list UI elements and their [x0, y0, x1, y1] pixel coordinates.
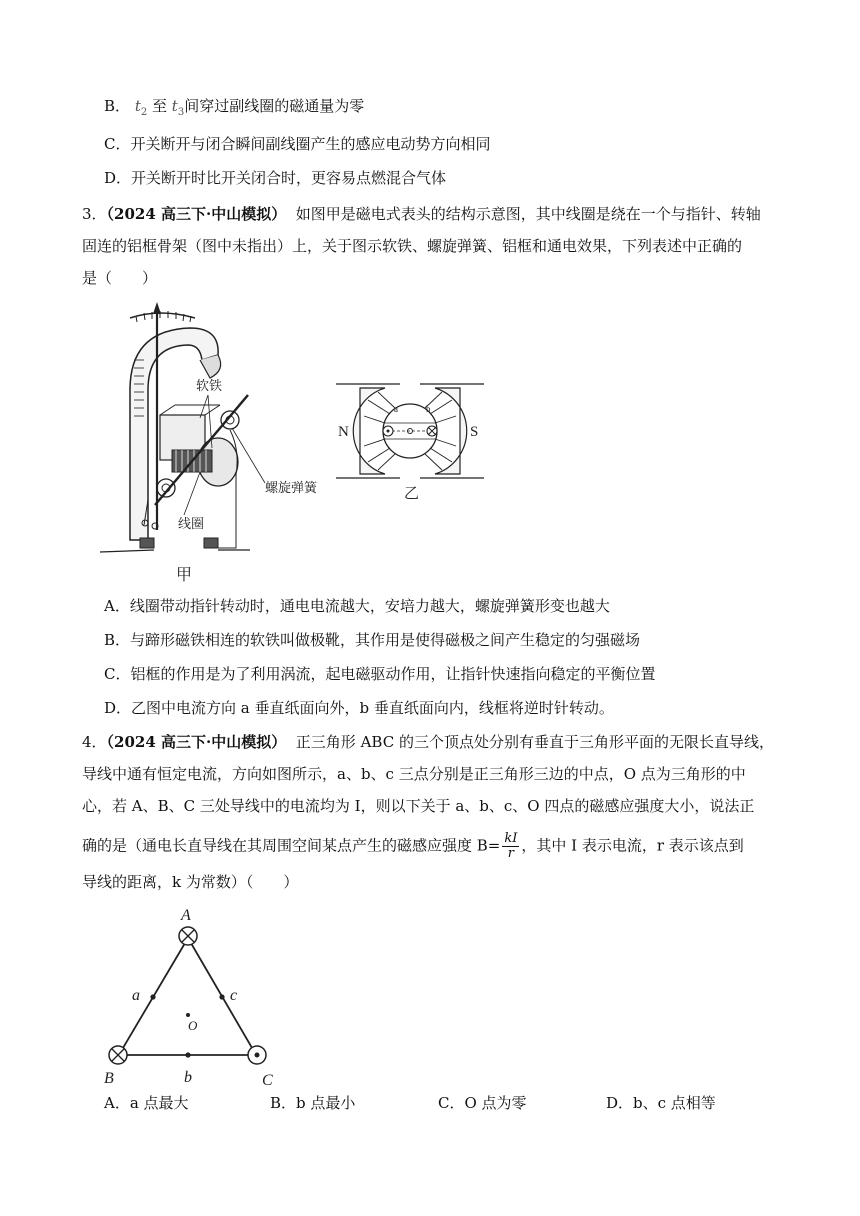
question-source: （2024 高三下·中山模拟） [106, 733, 287, 751]
option-label: D． [104, 169, 132, 187]
stem-text: 心，若 A、B、C 三处导线中的电流均为 I，则以下关于 a、b、c、O 四点的磁感应强度大小，说法正 [82, 797, 755, 815]
option-text: 铝框的作用是为了利用涡流，起电磁驱动作用，让指针快速指向稳定的平衡位置 [130, 665, 656, 683]
caption-yi: 乙 [404, 485, 420, 502]
label-b: b [426, 404, 431, 414]
fraction-kI-over-r [502, 832, 519, 861]
option-text: O 点为零 [464, 1094, 527, 1112]
stem-text: 正三角形 ABC 的三个顶点处分别有垂直于三角形平面的无限长直导线， [295, 733, 774, 751]
t3-sub: 3 [177, 107, 185, 118]
t2-sub: 2 [140, 107, 148, 118]
q4-option-b [270, 1092, 355, 1114]
label-C: C [262, 1072, 273, 1085]
label-s: S [470, 424, 479, 440]
label-n: N [338, 424, 349, 440]
t3-var: t [171, 97, 178, 115]
option-text: 乙图中电流方向 a 垂直纸面向外，b 垂直纸面向内，线框将逆时针转动。 [131, 699, 614, 717]
stem-text: 导线的距离，k 为常数）（ ） [82, 873, 299, 891]
label-O: O [188, 1018, 198, 1033]
fraction-denominator: r [507, 846, 514, 861]
option-label: B． [104, 631, 131, 649]
stem-text: 是（ ） [82, 269, 158, 287]
q4-stem-line-2 [82, 763, 746, 785]
stem-text: 固连的铝框骨架（图中未指出）上，关于图示软铁、螺旋弹簧、铝框和通电效果，下列表述中正确的 [82, 237, 743, 255]
fraction-numerator: kI [504, 831, 518, 846]
option-label: C． [104, 665, 131, 683]
t2-var: t [134, 97, 141, 115]
to-word: 至 [152, 97, 168, 115]
label-c: c [230, 987, 238, 1004]
question-number: 3． [82, 205, 107, 223]
figure-radial-field [330, 378, 490, 503]
label-coil: 线圈 [178, 516, 205, 531]
option-text: 与蹄形磁铁相连的软铁叫做极靴，其作用是使得磁极之间产生稳定的匀强磁场 [130, 631, 641, 649]
label-spring: 螺旋弹簧 [265, 480, 318, 495]
q4-stem-line-5 [82, 871, 298, 893]
q3-option-c [104, 663, 656, 685]
option-text: 开关断开与闭合瞬间副线圈产生的感应电动势方向相同 [130, 135, 491, 153]
q3-option-d [104, 697, 614, 719]
stem-text: 导线中通有恒定电流，方向如图所示，a、b、c 三点分别是正三角形三边的中点，O 点为三角形的中 [82, 765, 746, 783]
q2-option-b [104, 95, 364, 124]
figure-triangle [100, 905, 285, 1085]
stem-text: 如图甲是磁电式表头的结构示意图，其中线圈是绕在一个与指针、转轴 [295, 205, 761, 223]
label-b: b [184, 1069, 192, 1085]
stem-text: 确的是（通电长直导线在其周围空间某点产生的磁感应强度 B= [82, 836, 501, 855]
label-A: A [181, 907, 191, 924]
q4-stem-line-3 [82, 795, 754, 817]
q3-stem-line-3 [82, 267, 157, 289]
option-text: 开关断开时比开关闭合时，更容易点燃混合气体 [131, 169, 447, 187]
option-label: A． [104, 597, 130, 615]
q2-option-d [104, 167, 446, 189]
q4-option-d [606, 1092, 716, 1114]
q2-option-c [104, 133, 491, 155]
label-a: a [132, 987, 140, 1004]
option-label: C． [104, 135, 131, 153]
question-number: 4． [82, 733, 107, 751]
q3-option-b [104, 629, 640, 651]
option-label: D． [606, 1094, 634, 1112]
q4-option-a [104, 1092, 189, 1114]
caption-jia: 甲 [176, 567, 193, 584]
option-label: B． [104, 97, 131, 115]
option-label: D． [104, 699, 132, 717]
option-text: b 点最小 [296, 1094, 356, 1112]
option-label: B． [270, 1094, 297, 1112]
q4-option-c [438, 1092, 527, 1114]
option-text: a 点最大 [129, 1094, 189, 1112]
option-label: A． [104, 1094, 130, 1112]
figure-galvanometer [100, 300, 340, 585]
label-a: a [394, 404, 398, 414]
option-label: C． [438, 1094, 465, 1112]
label-B: B [104, 1070, 114, 1085]
q3-stem-line-1 [82, 203, 761, 225]
label-soft-iron: 软铁 [196, 378, 223, 393]
q4-stem-line-4 [82, 832, 744, 861]
option-text: 线圈带动指针转动时，通电电流越大，安培力越大，螺旋弹簧形变也越大 [129, 597, 610, 615]
option-text: b、c 点相等 [633, 1094, 716, 1112]
q4-stem-line-1 [82, 731, 774, 753]
stem-text: ，其中 I 表示电流，r 表示该点到 [521, 836, 744, 855]
q3-stem-line-2 [82, 235, 742, 257]
question-source: （2024 高三下·中山模拟） [106, 205, 287, 223]
q3-option-a [104, 595, 610, 617]
option-text: 间穿过副线圈的磁通量为零 [184, 97, 365, 115]
